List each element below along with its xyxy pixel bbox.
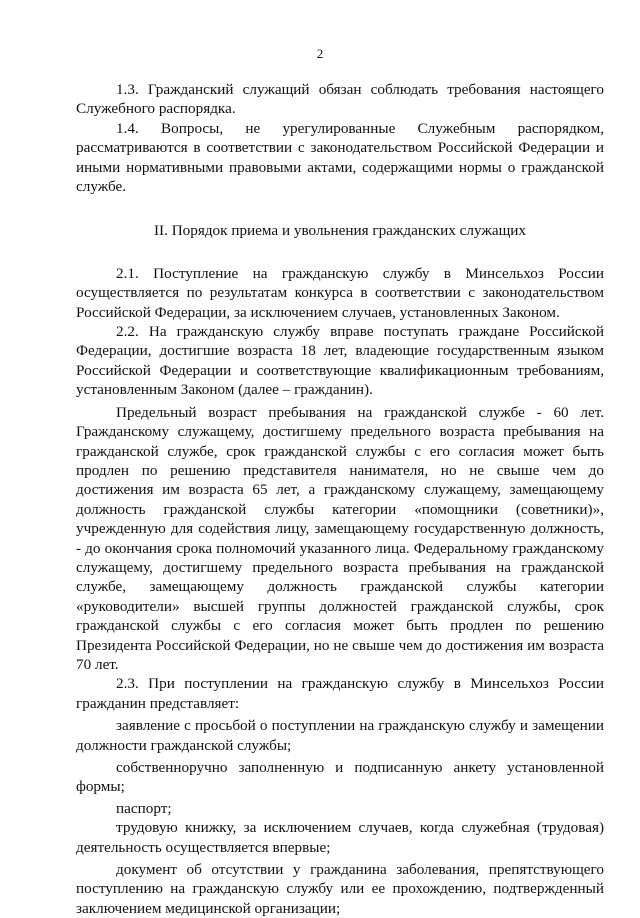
paragraph-2-1: 2.1. Поступление на гражданскую службу в Минсельхоз России осуществляется по результатам конкурса в соответствии с законодательством Российской Федерации, за исключением случаев, установленных Законом.	[76, 264, 604, 321]
paragraph-1-3: 1.3. Гражданский служащий обязан соблюдать требования настоящего Служебного распорядка.	[76, 81, 604, 118]
page-number: 2	[316, 46, 324, 61]
paragraph-2-2-age-limit: Предельный возраст пребывания на гражданской службе - 60 лет. Гражданскому служащему, достигшему предельного возраста пребывания на гражданской службе, срок гражданской службы с его согласия может быть продлен по решению представителя нанимателя, но не свыше чем до достижения им возраста 65 лет, а гражданскому служащему, замещающему должность гражданской службы категории «помощники (советники)», учрежденную для содействия лицу, замещающему государственную должность, - до окончания срока полномочий указанного лица. Федеральному гражданскому служащему, достигшему предельного возраста пребывания на гражданской службе, замещающему должность гражданской службы категории «руководители» высшей группы должностей гражданской службы, срок гражданской службы с его согласия может быть продлен по решению Президента Российской Федерации, но не свыше чем до достижения им возраста 70 лет.	[76, 403, 604, 673]
list-item-questionnaire: собственноручно заполненную и подписанную анкету установленной формы;	[76, 759, 604, 796]
paragraph-1-4: 1.4. Вопросы, не урегулированные Служебным распорядком, рассматриваются в соответствии с законодательством Российской Федерации и иными нормативными правовыми актами, содержащими нормы о гражданской службе.	[76, 119, 604, 196]
paragraph-2-3: 2.3. При поступлении на гражданскую службу в Минсельхоз России гражданин представляет:	[76, 675, 604, 712]
list-item-work-book: трудовую книжку, за исключением случаев, когда служебная (трудовая) деятельность осуществляется впервые;	[76, 819, 604, 856]
list-item-passport: паспорт;	[116, 799, 172, 817]
paragraph-2-2: 2.2. На гражданскую службу вправе поступать граждане Российской Федерации, достигшие возраста 18 лет, владеющие государственным языком Российской Федерации и соответствующие квалификационным требованиям, установленным Законом (далее – гражданин).	[76, 323, 604, 399]
section-heading-2: II. Порядок приема и увольнения гражданских служащих	[153, 222, 527, 240]
document-body	[76, 80, 604, 918]
list-item-application: заявление с просьбой о поступлении на гражданскую службу и замещении должности гражданской службы;	[76, 717, 604, 754]
list-item-medical-document: документ об отсутствии у гражданина заболевания, препятствующего поступлению на гражданскую службу или ее прохождению, подтвержденный заключением медицинской организации;	[76, 861, 604, 917]
